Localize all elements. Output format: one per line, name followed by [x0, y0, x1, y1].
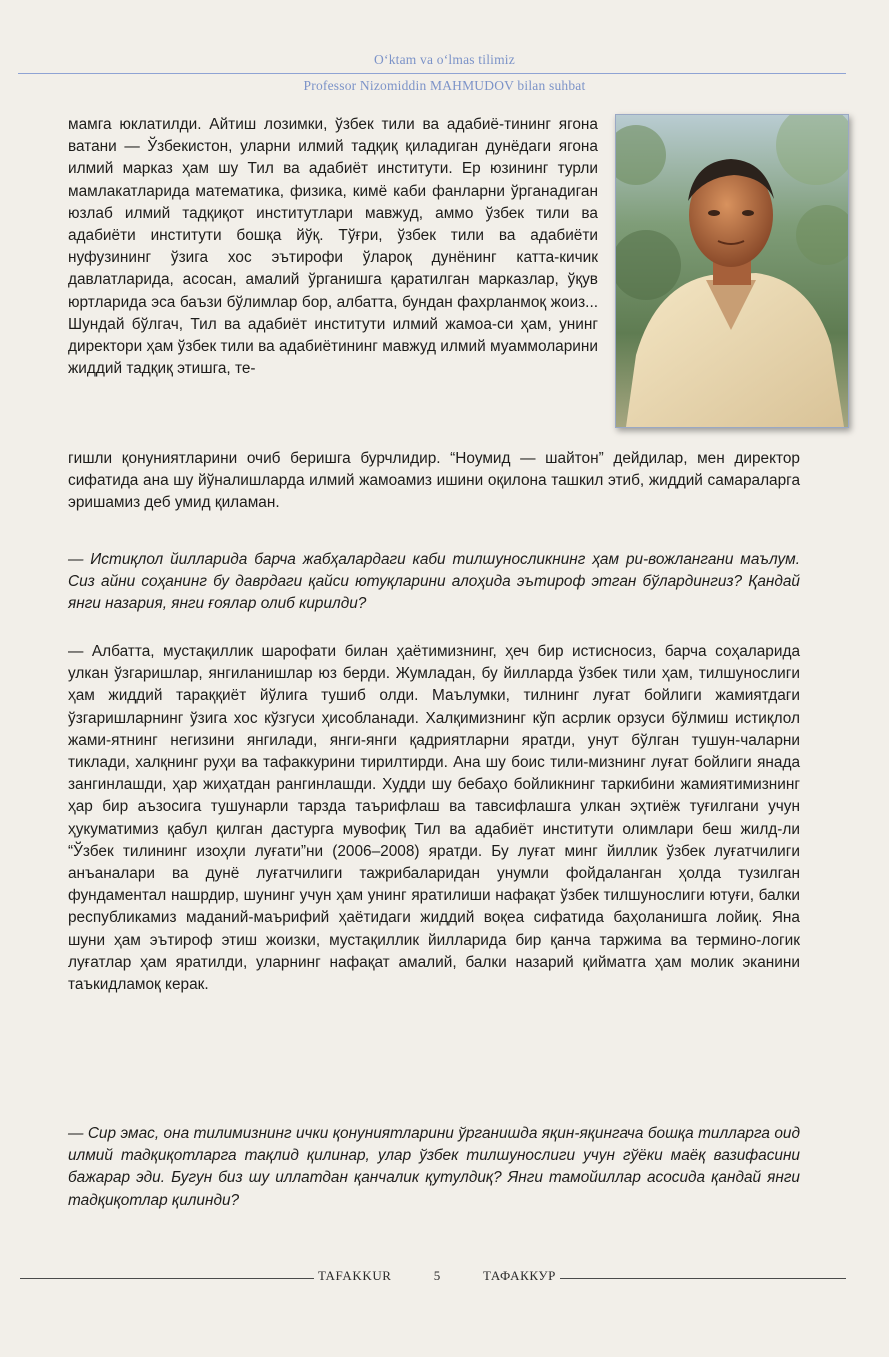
intro-text-continued: гишли қонуниятларини очиб беришга бурчлидир. “Ноумид — шайтон” дейдилар, мен директор сифатида ана шу йўналишларда илмий жамоамиз ишини оқилона ташкил этиб, жиддий самараларга эришамиз деб умид қиламан.: [68, 450, 800, 512]
answer-1: [68, 641, 800, 996]
page-number: 5: [433, 1268, 441, 1283]
answer-1-text: — Албатта, мустақиллик шарофати билан ҳаётимизнинг, ҳеч бир истисносиз, барча соҳаларида улкан ўзгаришлар, янгиланишлар юз берди. Жумладан, бу йилларда ўзбек тили ҳам, тилшунослиги ҳам жиддий тараққиёт йўлига тушиб олди. Маълумки, тилнинг луғат бойлиги жамиятдаги ўзгаришларнинг ўзига хос кўзгуси ҳисобланади. Халқимизнинг кўп асрлик орзуси бўлмиш истиқлол жами-ятнинг негизини янгилади, янги-янги қадриятларни яратди, унут бўлган тушун-чаларни тиклади, халқнинг руҳи ва тафаккурини тирилтирди. Ана шу боис тили-мизнинг луғат бойлиги янада зангинлашди, ҳар жиҳатдан рангинлашди. Худди шу бебаҳо бойликнинг таркибини жамиятимизнинг ҳар бир аъзосига тушунарли тарзда таърифлаш ва тавсифлашга улкан эҳтиёж туғилгани учун ҳукуматимиз қабул қилган дастурга мувофиқ Тил ва адабиёт институти олимлари беш жилд-ли “Ўзбек тилининг изоҳли луғати”ни (2006–2008) яратди. Бу луғат минг йиллик ўзбек луғатчилиги анъаналари ва дунё луғатчилиги тажрибаларидан унумли фойдаланган ҳолда тузилган фундаментал нашрдир, шунинг учун ҳам унинг яратилиши нафақат ўзбек тилшунослиги ютуғи, балки республикамиз маданий-маърифий ҳаётидаги жиддий воқеа сифатида баҳоланишга лойиқ. Яна шуни ҳам эътироф этиш жоизки, мустақиллик йилларида бир қанча таржима ва термино-логик луғатлар ҳам яратилди, уларнинг нафақат амалий, балки назарий қийматга ҳам молик эканини таъкидламоқ керак.: [68, 643, 800, 994]
question-2-text: — Сир эмас, она тилимизнинг ички қонуниятларини ўрганишда яқин-яқингача бошқа тилларга оид илмий тадқиқотларга тақлид қилинар, улар ўзбек тилшунослиги учун гўёки маёқ вазифасини бажарар эди. Бугун биз шу иллатдан қанчалик қутулдиқ? Янги тамойиллар асосида қандай янги тадқиқотлар қилинди?: [68, 1125, 800, 1209]
footer-rule-right: [560, 1278, 846, 1279]
footer: [318, 1268, 556, 1284]
question-2: [68, 1123, 800, 1212]
interviewee-photo: [615, 114, 849, 428]
footer-rule-left: [20, 1278, 314, 1279]
portrait-illustration: [616, 115, 848, 427]
question-1: [68, 549, 800, 616]
intro-paragraph-wide: [68, 448, 800, 515]
question-1-text: — Истиқлол йилларида барча жабҳалардаги каби тилшуносликнинг ҳам ри-вожлангани маълум. Сиз айни соҳанинг бу даврдаги қайси ютуқларини алоҳида эътироф этган бўлардингиз? Қандай янги назария, янги ғоялар олиб кирилди?: [68, 551, 800, 613]
footer-magazine-latin: TAFAKKUR: [318, 1268, 392, 1283]
header-divider: [18, 73, 846, 74]
running-header-title: O‘ktam va o‘lmas tilimiz: [374, 52, 515, 67]
intro-paragraph-narrow: [68, 114, 598, 380]
intro-text-beside-photo: мамга юклатилди. Айтиш лозимки, ўзбек тили ва адабиё-тининг ягона ватани — Ўзбекистон, уларни илмий тадқиқ қиладиган дунёдаги ягона илмий марказ ҳам шу Тил ва адабиёт институти. Ер юзининг турли мамлакатларида математика, физика, кимё каби фанларни ўрганадиган юзлаб илмий тадқиқот институтлари мавжуд, аммо ўзбек тили ва адабиёти институти бошқа йўқ. Тўғри, ўзбек тили ва адабиёти нуфузининг ўзига хос эътирофи ўлароқ дунёнинг катта-кичик давлатларида, асосан, амалий ўрганишга қаратилган марказлар, ўқув юртларида эса баъзи бўлимлар бор, албатта, бундан фахрланмоқ жоиз... Шундай бўлгач, Тил ва адабиёт институти илмий жамоа-си ҳам, унинг директори ҳам ўзбек тили ва адабиётининг мавжуд илмий муаммоларини жиддий тадқиқ этишга, те-: [68, 116, 598, 378]
running-header-subtitle: Professor Nizomiddin MAHMUDOV bilan suhbat: [303, 78, 586, 93]
footer-magazine-cyrillic: ТАФАККУР: [482, 1268, 556, 1283]
